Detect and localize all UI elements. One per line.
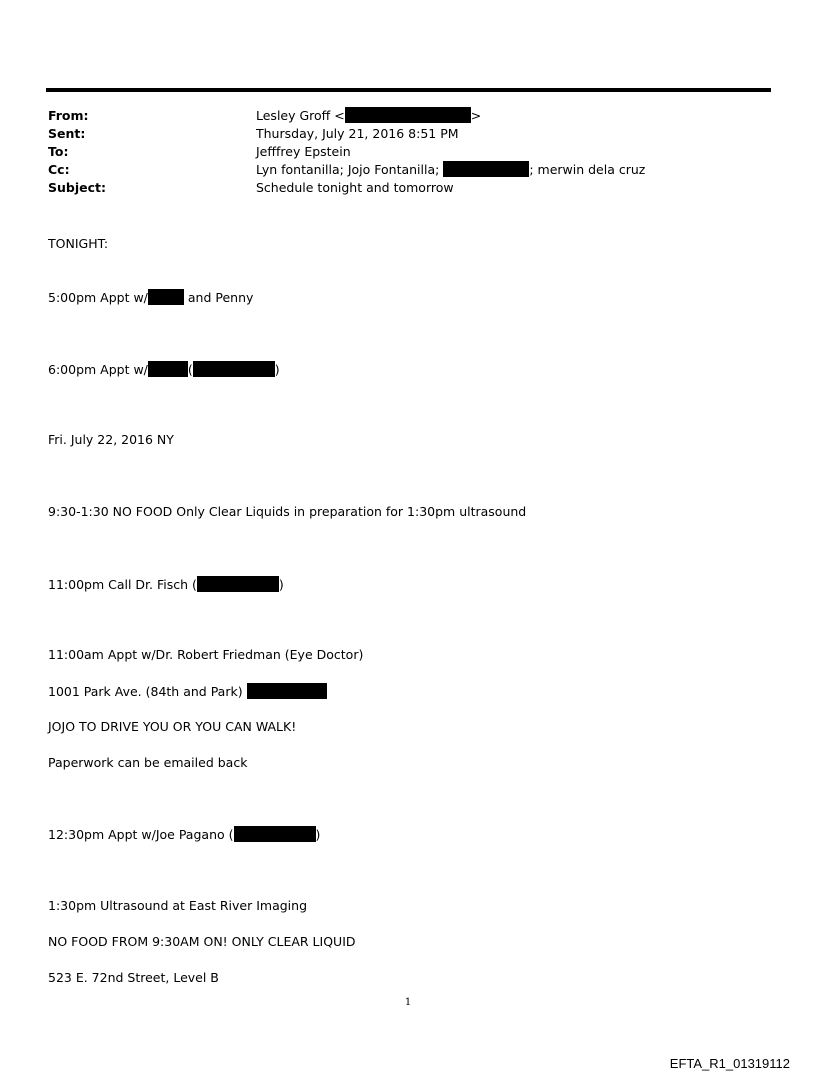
redaction-box (148, 289, 184, 305)
cc-pre: Lyn fontanilla; Jojo Fontanilla; (256, 162, 440, 177)
from-value (256, 107, 481, 125)
sent-value: Thursday, July 21, 2016 8:51 PM (256, 126, 459, 141)
pagano-text: ) (315, 827, 321, 842)
subject-value: Schedule tonight and tomorrow (256, 180, 454, 195)
bates-number: EFTA_R1_01319112 (669, 1056, 790, 1071)
page-number: 1 (404, 997, 412, 1008)
header-rule (46, 88, 771, 92)
address-line: 523 E. 72nd Street, Level B (48, 970, 219, 985)
address-text: 1001 Park Ave. (84th and Park) (48, 684, 243, 699)
pagano-line (48, 826, 320, 843)
call-text: ) (278, 577, 284, 592)
eye-appointment: 11:00am Appt w/Dr. Robert Friedman (Eye Doctor) (48, 647, 364, 662)
appt-text: 6:00pm Appt w/ (48, 362, 148, 377)
ultrasound-line: 1:30pm Ultrasound at East River Imaging (48, 898, 308, 913)
redaction-box (234, 826, 316, 842)
redaction-box (443, 161, 529, 177)
cc-label: Cc: (48, 162, 70, 177)
redaction-box (345, 107, 471, 123)
from-close: > (470, 108, 482, 123)
redaction-box (193, 361, 275, 377)
date-line: Fri. July 22, 2016 NY (48, 432, 174, 447)
cc-value (256, 161, 645, 179)
appt-text: 5:00pm Appt w/ (48, 290, 148, 305)
from-name: Lesley Groff < (256, 108, 345, 123)
food-line: 9:30-1:30 NO FOOD Only Clear Liquids in preparation for 1:30pm ultrasound (48, 504, 527, 519)
from-label: From: (48, 108, 89, 123)
eye-address-line (48, 683, 327, 700)
cc-post: ; merwin dela cruz (529, 162, 646, 177)
to-value: Jefffrey Epstein (256, 144, 351, 159)
appt-text: ( (187, 362, 193, 377)
paperwork-line: Paperwork can be emailed back (48, 755, 248, 770)
appt-text: ) (274, 362, 280, 377)
sent-label: Sent: (48, 126, 86, 141)
appointment-line (48, 361, 280, 378)
tonight-heading: TONIGHT: (48, 236, 109, 251)
to-label: To: (48, 144, 69, 159)
call-text: 11:00pm Call Dr. Fisch ( (48, 577, 197, 592)
redaction-box (247, 683, 327, 699)
redaction-box (197, 576, 279, 592)
call-line (48, 576, 284, 593)
subject-label: Subject: (48, 180, 106, 195)
appointment-line (48, 289, 253, 306)
redaction-box (148, 361, 188, 377)
nofood-line: NO FOOD FROM 9:30AM ON! ONLY CLEAR LIQUID (48, 934, 356, 949)
pagano-text: 12:30pm Appt w/Joe Pagano ( (48, 827, 234, 842)
jojo-line: JOJO TO DRIVE YOU OR YOU CAN WALK! (48, 719, 297, 734)
appt-text: and Penny (187, 290, 254, 305)
